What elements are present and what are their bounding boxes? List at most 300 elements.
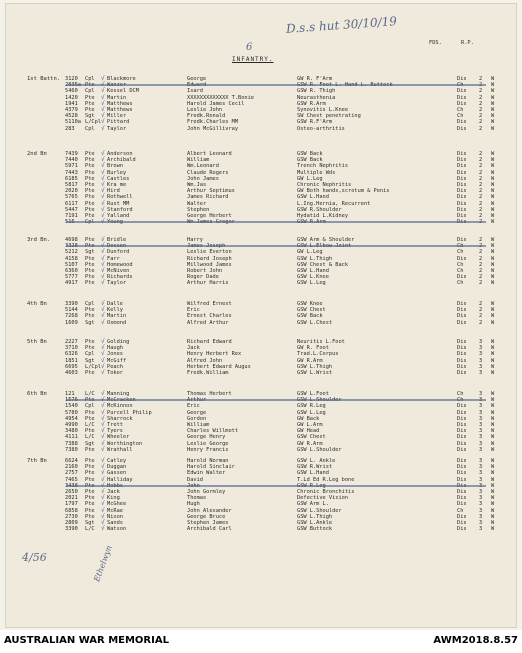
cell-v: W <box>491 82 495 89</box>
cell-rank: Cpl <box>85 403 95 410</box>
cell-rank: Pte <box>85 307 95 314</box>
cell-v: W <box>491 464 495 471</box>
cell-given: George Henry <box>187 434 226 441</box>
cell-cls: 2 <box>479 307 483 314</box>
cell-no: 4379 <box>65 107 78 113</box>
cell-given: Richard Joseph <box>187 255 232 262</box>
cell-cls: 2 <box>479 175 483 182</box>
cell-name: Wrathall <box>107 446 133 453</box>
cell-name: McNiven <box>107 268 130 274</box>
cell-given: Hugh <box>187 501 200 508</box>
cell-cls: 2 <box>479 125 483 132</box>
cell-given: Fredk.Ronald <box>187 113 226 120</box>
cell-dis: Dis <box>457 274 467 281</box>
cell-given: Arthur Septimus <box>187 188 235 195</box>
cell-dis: Dis <box>457 237 467 243</box>
cell-wound: Trench Nephritis <box>297 163 349 170</box>
cell-no: 6326 <box>65 351 78 358</box>
cell-rank: Pte <box>85 345 95 352</box>
cell-v: W <box>491 434 495 441</box>
cell-no: 6858 <box>65 507 78 514</box>
cell-wound: GSW Chest <box>297 307 326 314</box>
cell-name: Toker <box>107 370 123 376</box>
cell-rank: Pte <box>85 94 95 101</box>
checkmark-icon: √ <box>101 519 105 526</box>
checkmark-icon: √ <box>101 475 105 483</box>
cell-dis: Dis <box>457 501 467 508</box>
cell-rank: Cpl <box>85 351 95 358</box>
cell-wound: GSW L. Ankle <box>297 458 336 464</box>
cell-given: William <box>187 157 210 164</box>
cell-wound: GW L.Leg <box>297 175 323 182</box>
cell-rank: Pte <box>85 489 95 495</box>
cell-cls: 2 <box>479 313 483 320</box>
cell-v: W <box>491 415 495 422</box>
cell-cls: 2 <box>479 301 483 307</box>
cell-given: Leslie John <box>187 107 223 113</box>
cell-no: 7440 <box>65 157 78 164</box>
checkmark-icon: √ <box>101 279 105 287</box>
cell-cls: 3 <box>479 440 483 447</box>
checkmark-icon: √ <box>101 457 105 464</box>
margin-signature: Ethelwyn <box>92 544 114 583</box>
cell-no: 2227 <box>65 339 78 345</box>
checkmark-icon: √ <box>101 236 105 243</box>
cell-v: W <box>491 409 495 416</box>
cell-v: W <box>491 428 495 435</box>
cell-no: 2021 <box>65 495 78 502</box>
cell-no: 7439 <box>65 151 78 157</box>
cell-rank: Pte <box>85 268 95 274</box>
cell-name: Jack <box>107 489 120 495</box>
cell-dis: Dis <box>457 100 467 107</box>
cell-name: Halliday <box>107 476 133 483</box>
cell-rank: Pte <box>85 151 95 157</box>
checkmark-icon: √ <box>101 260 105 268</box>
cell-name: McGhee <box>107 501 127 508</box>
battalion-label: 5th Bn <box>27 339 47 345</box>
checkmark-icon: √ <box>101 439 105 447</box>
cell-v: W <box>491 151 495 157</box>
cell-cls: 3 <box>479 476 483 483</box>
cell-name: Martin <box>107 94 127 101</box>
cell-dis: Ch <box>457 113 464 120</box>
cell-v: W <box>491 274 495 281</box>
cell-v: W <box>491 313 495 320</box>
cell-cls: 2 <box>479 163 483 170</box>
cell-no: 4917 <box>65 280 78 287</box>
cell-dis: Dis <box>457 88 467 95</box>
cell-no: 5817 <box>65 182 78 188</box>
cell-name: Matthews <box>107 100 133 107</box>
cell-given: John Alexander <box>187 507 232 514</box>
checkmark-icon: √ <box>101 433 105 441</box>
cell-name: Homewood <box>107 261 133 268</box>
cell-wound: Multiple Wds <box>297 169 336 176</box>
cell-wound: Trad.L.Corpus <box>297 351 339 358</box>
cell-no: 1609 <box>65 319 78 326</box>
cell-v: W <box>491 243 495 250</box>
cell-v: W <box>491 345 495 352</box>
cell-dis: Dis <box>457 307 467 314</box>
checkmark-icon: √ <box>101 124 105 132</box>
cell-v: W <box>491 351 495 358</box>
cell-given: Eric <box>187 403 200 410</box>
cell-no: 121 <box>65 391 75 397</box>
cell-name: Bridle <box>107 237 127 243</box>
cell-no: 3120 <box>65 76 78 82</box>
cell-dis: Dis <box>457 513 467 520</box>
checkmark-icon: √ <box>101 344 105 352</box>
cell-given: Gordon <box>187 415 207 422</box>
cell-dis: Dis <box>457 213 467 219</box>
cell-dis: Dis <box>457 194 467 201</box>
cell-wound: GW R.Arm <box>297 440 323 447</box>
cell-given: George <box>187 76 207 82</box>
checkmark-icon: √ <box>101 106 105 113</box>
cell-dis: Dis <box>457 351 467 358</box>
cell-rank: Pte <box>85 107 95 113</box>
cell-wound: GW Head <box>297 428 320 435</box>
cell-wound: Neurasthenia <box>297 94 336 101</box>
battalion-label: 7th Bn <box>27 458 47 464</box>
cell-rank: Pte <box>85 175 95 182</box>
cell-dis: Dis <box>457 169 467 176</box>
cell-wound: GSW L.Thigh <box>297 363 333 370</box>
checkmark-icon: √ <box>101 408 105 416</box>
cell-rank: Sgt <box>85 440 95 447</box>
checkmark-icon: √ <box>101 181 105 188</box>
cell-no: 1420 <box>65 94 78 101</box>
cell-given: Arthur Harris <box>187 280 229 287</box>
cell-no: 7380 <box>65 446 78 453</box>
cell-rank: Pte <box>85 100 95 107</box>
cell-v: W <box>491 507 495 514</box>
cell-wound: GSW L.Ankle <box>297 520 333 526</box>
cell-dis: Dis <box>457 470 467 477</box>
cell-v: W <box>491 391 495 397</box>
cell-rank: Pte <box>85 470 95 477</box>
checkmark-icon: √ <box>101 212 105 219</box>
cell-name: Yalland <box>107 213 130 219</box>
cell-given: John McGillivray <box>187 125 239 132</box>
cell-cls: 3 <box>479 391 483 397</box>
cell-given: Harold Norman <box>187 458 229 464</box>
checkmark-icon: √ <box>101 187 105 195</box>
cell-wound: GSW L.Thigh <box>297 513 333 520</box>
cell-v: W <box>491 363 495 370</box>
cell-given: George Herbert <box>187 213 232 219</box>
cell-name: Catley <box>107 458 127 464</box>
cell-cls: 3 <box>479 513 483 520</box>
cell-name: Dunford <box>107 249 130 256</box>
strike-line <box>66 221 486 223</box>
cell-dis: Dis <box>457 188 467 195</box>
cell-no: 5107 <box>65 261 78 268</box>
cell-no: 3480 <box>65 428 78 435</box>
cell-cls: 3 <box>479 357 483 364</box>
cell-rank: Sgt <box>85 520 95 526</box>
cell-no: 283 <box>65 125 75 132</box>
cell-wound: GSW L.Chest <box>297 319 333 326</box>
checkmark-icon: √ <box>101 369 105 376</box>
cell-name: Taylor <box>107 280 127 287</box>
cell-name: Castles <box>107 175 130 182</box>
cell-v: W <box>491 169 495 176</box>
strike-line <box>66 399 486 401</box>
footer-accession: AWM2018.8.57 <box>433 635 518 646</box>
cell-rank: Pte <box>85 255 95 262</box>
cell-no: 7191 <box>65 213 78 219</box>
cell-name: Golding <box>107 339 130 345</box>
cell-dis: Dis <box>457 446 467 453</box>
cell-rank: Pte <box>85 194 95 201</box>
cell-given: Robert John <box>187 268 223 274</box>
cell-wound: GSW Chest & Back <box>297 261 349 268</box>
checkmark-icon: √ <box>101 162 105 170</box>
cell-dis: Ch <box>457 280 464 287</box>
cell-cls: 2 <box>479 88 483 95</box>
cell-dis: Dis <box>457 403 467 410</box>
cell-v: W <box>491 307 495 314</box>
cell-wound: SW Chest penetrating <box>297 113 361 120</box>
cell-cls: 2 <box>479 182 483 188</box>
cell-cls: 2 <box>479 319 483 326</box>
cell-name: Archibald <box>107 157 136 164</box>
cell-wound: GSW L.Shoulder <box>297 446 342 453</box>
checkmark-icon: √ <box>101 338 105 345</box>
cell-rank: Pte <box>85 313 95 320</box>
cell-name: Anderson <box>107 151 133 157</box>
cell-v: W <box>491 219 495 226</box>
cell-no: 5212 <box>65 249 78 256</box>
cell-dis: Dis <box>457 200 467 207</box>
cell-cls: 3 <box>479 464 483 471</box>
cell-no: 7465 <box>65 476 78 483</box>
battalion-label: 2nd Bn <box>27 151 47 157</box>
checkmark-icon: √ <box>101 506 105 514</box>
cell-name: Worthington <box>107 440 143 447</box>
cell-wound: GSW R.Leg <box>297 403 326 410</box>
cell-no: 3390 <box>65 301 78 307</box>
cell-given: Wilfred Ernest <box>187 301 232 307</box>
cell-name: Peach <box>107 363 123 370</box>
checkmark-icon: √ <box>101 93 105 101</box>
checkmark-icon: √ <box>101 390 105 397</box>
cell-rank: Pte <box>85 163 95 170</box>
cell-given: Henry Francis <box>187 446 229 453</box>
battalion-label: 6th Bn <box>27 391 47 397</box>
cell-v: W <box>491 489 495 495</box>
cell-v: W <box>491 163 495 170</box>
cell-cls: 2 <box>479 237 483 243</box>
cell-name: Kelly <box>107 307 123 314</box>
cell-wound: GSW Arm L. <box>297 501 329 508</box>
checkmark-icon: √ <box>101 118 105 126</box>
cell-v: W <box>491 495 495 502</box>
cell-name: Taylor <box>107 125 127 132</box>
cell-name: Rust MM <box>107 200 130 207</box>
cell-wound: Neuritis L.Foot <box>297 339 345 345</box>
cell-rank: L/C <box>85 422 95 428</box>
cell-cls: 2 <box>479 151 483 157</box>
cell-rank: Cpl <box>85 301 95 307</box>
checkmark-icon: √ <box>101 356 105 364</box>
cell-dis: Dis <box>457 409 467 416</box>
cell-no: 5765 <box>65 194 78 201</box>
cell-wound: GSW L.Wrist <box>297 370 333 376</box>
cell-rank: Pte <box>85 409 95 416</box>
cell-v: W <box>491 470 495 477</box>
checkmark-icon: √ <box>101 469 105 477</box>
cell-given: Claude Rogers <box>187 169 229 176</box>
cell-cls: 2 <box>479 94 483 101</box>
cell-name: Duggan <box>107 464 127 471</box>
fds-code: FDS. <box>429 40 442 46</box>
cell-dis: Dis <box>457 301 467 307</box>
cell-v: W <box>491 403 495 410</box>
cell-dis: Dis <box>457 182 467 188</box>
cell-dis: Dis <box>457 526 467 533</box>
cell-given: Roger Dade <box>187 274 219 281</box>
checkmark-icon: √ <box>101 254 105 262</box>
cell-name: Hird <box>107 188 120 195</box>
cell-no: 3390 <box>65 526 78 533</box>
cell-given: Albert Leonard <box>187 151 232 157</box>
cell-wound: GSW Back <box>297 157 323 164</box>
cell-wound: GSW L.Hand <box>297 470 329 477</box>
cell-name: Watson <box>107 526 127 533</box>
cell-wound: GW Back <box>297 415 320 422</box>
cell-given: Harry <box>187 237 203 243</box>
cell-cls: 2 <box>479 200 483 207</box>
cell-dis: Dis <box>457 345 467 352</box>
cell-no: 7388 <box>65 440 78 447</box>
checkmark-icon: √ <box>101 87 105 95</box>
cell-wound: GSW L.Leg <box>297 280 326 287</box>
cell-v: W <box>491 513 495 520</box>
cell-rank: L/C <box>85 391 95 397</box>
checkmark-icon: √ <box>101 445 105 453</box>
cell-v: W <box>491 213 495 219</box>
cell-given: Herbert Edward Augus <box>187 363 251 370</box>
cell-dis: Dis <box>457 464 467 471</box>
checkmark-icon: √ <box>101 350 105 358</box>
cell-no: 2650 <box>65 489 78 495</box>
cell-dis: Dis <box>457 434 467 441</box>
cell-v: W <box>491 268 495 274</box>
cell-name: Stanford <box>107 206 133 213</box>
cell-no: 3710 <box>65 345 78 352</box>
cell-no: 1941 <box>65 100 78 107</box>
margin-fraction: 4/56 <box>22 551 47 564</box>
checkmark-icon: √ <box>101 306 105 314</box>
strike-line <box>66 485 486 487</box>
cell-dis: Dis <box>457 489 467 495</box>
cell-no: 7443 <box>65 169 78 176</box>
cell-v: W <box>491 237 495 243</box>
checkmark-icon: √ <box>101 318 105 326</box>
cell-wound: GSW L.Shoulder <box>297 507 342 514</box>
cell-rank: Pte <box>85 237 95 243</box>
cell-wound: GW L.Arm <box>297 422 323 428</box>
cell-given: Wm.Jas <box>187 182 207 188</box>
cell-cls: 3 <box>479 495 483 502</box>
cell-no: 5780 <box>65 409 78 416</box>
cell-wound: GSW L.Hand <box>297 194 329 201</box>
cell-given: Alfred John <box>187 357 223 364</box>
battalion-label: 3rd Bn. <box>27 237 51 243</box>
cell-v: W <box>491 125 495 132</box>
cell-dis: Dis <box>457 151 467 157</box>
checkmark-icon: √ <box>101 193 105 201</box>
cell-name: Burley <box>107 169 127 176</box>
cell-name: McGiff <box>107 357 127 364</box>
cell-dis: Ch <box>457 107 464 113</box>
cell-cls: 2 <box>479 268 483 274</box>
cell-rank: Pte <box>85 200 95 207</box>
cell-v: W <box>491 76 495 82</box>
cell-wound: GSW R.Wrist <box>297 464 333 471</box>
cell-no: 2809 <box>65 520 78 526</box>
cell-rank: Pte <box>85 464 95 471</box>
cell-cls: 3 <box>479 345 483 352</box>
checkmark-icon: √ <box>101 414 105 422</box>
cell-name: Farr <box>107 255 120 262</box>
cell-no: 6360 <box>65 268 78 274</box>
cell-name: Haugh <box>107 345 123 352</box>
cell-no: 6624 <box>65 458 78 464</box>
cell-rank: Pte <box>85 428 95 435</box>
cell-no: 4698 <box>65 237 78 243</box>
cell-name: Sharrock <box>107 415 133 422</box>
cell-given: Harold James Cecil <box>187 100 245 107</box>
cell-rank: Pte <box>85 339 95 345</box>
cell-given: XXXXXXXXXXXXX T.Bonie <box>187 94 254 101</box>
cell-cls: 3 <box>479 351 483 358</box>
cell-v: W <box>491 476 495 483</box>
cell-v: W <box>491 280 495 287</box>
checkmark-icon: √ <box>101 500 105 508</box>
cell-dis: Dis <box>457 125 467 132</box>
checkmark-icon: √ <box>101 463 105 471</box>
cell-given: John Gormley <box>187 489 226 495</box>
cell-v: W <box>491 339 495 345</box>
cell-cls: 3 <box>479 339 483 345</box>
page-number: 6 <box>246 42 253 53</box>
cell-cls: 3 <box>479 363 483 370</box>
footer-institution: AUSTRALIAN WAR MEMORIAL <box>4 635 169 646</box>
cell-given: Walter <box>187 200 207 207</box>
checkmark-icon: √ <box>101 75 105 82</box>
cell-no: 5447 <box>65 206 78 213</box>
cell-given: Richard Edward <box>187 339 232 345</box>
cell-no: 4528 <box>65 113 78 120</box>
cell-v: W <box>491 440 495 447</box>
cell-v: W <box>491 157 495 164</box>
cell-cls: 2 <box>479 255 483 262</box>
cell-no: 2730 <box>65 513 78 520</box>
cell-rank: Pte <box>85 274 95 281</box>
cell-cls: 2 <box>479 188 483 195</box>
cell-no: 4990 <box>65 422 78 428</box>
cell-wound: GW Both hands,scrotum & Penis <box>297 188 390 195</box>
cell-cls: 2 <box>479 261 483 268</box>
cell-no: 7268 <box>65 313 78 320</box>
cell-dis: Dis <box>457 313 467 320</box>
cell-given: Fredk.William <box>187 370 229 376</box>
cell-v: W <box>491 113 495 120</box>
